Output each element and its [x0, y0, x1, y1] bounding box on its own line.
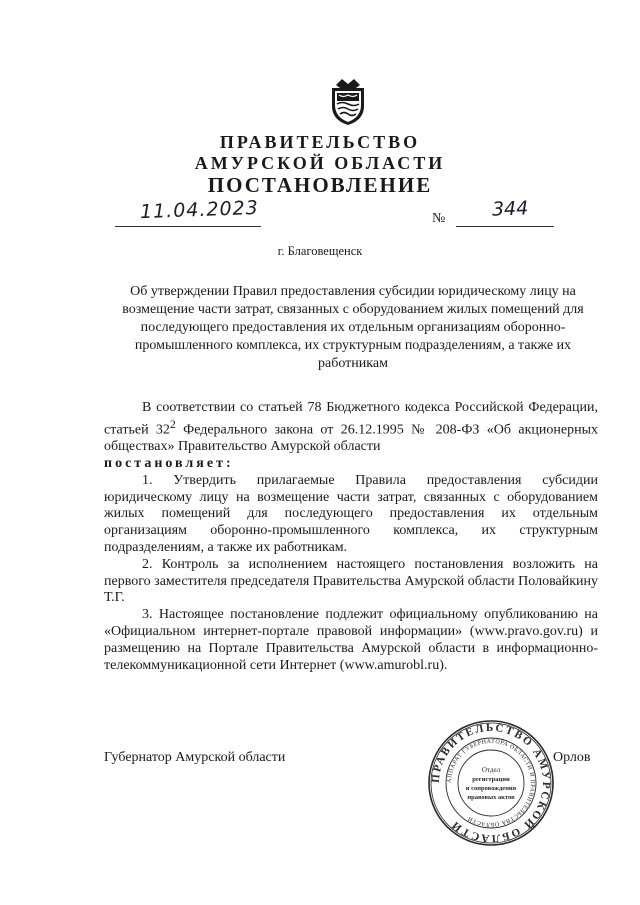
stamp-center-line2: регистрации	[472, 776, 510, 783]
number-underline	[456, 226, 554, 227]
stamp-center-line1: Отдел	[481, 766, 501, 774]
stamp-outer-text: ПРАВИТЕЛЬСТВО АМУРСКОЙ ОБЛАСТИ	[429, 721, 553, 845]
org-name-line2: АМУРСКОЙ ОБЛАСТИ	[194, 153, 446, 173]
number-sign: №	[432, 211, 446, 226]
coat-of-arms-icon	[326, 76, 370, 126]
resolves-word: постановляет:	[104, 456, 234, 472]
signatory-name: Орлов	[553, 750, 591, 765]
document-number: 344	[491, 197, 529, 221]
stamp-center-line4: правовых актов	[467, 794, 515, 801]
intro-superscript: 2	[169, 417, 176, 431]
intro-text-b: Федерального закона от 26.12.1995 № 208-ФЗ «Об акционерных обществах» Правительство Амурской области	[104, 422, 598, 455]
document-type: ПОСТАНОВЛЕНИЕ	[207, 173, 433, 197]
city: г. Благовещенск	[277, 244, 363, 258]
org-name-line1: ПРАВИТЕЛЬСТВО	[219, 132, 421, 152]
document-title: Об утверждении Правил предоставления субсидии юридическому лицу на возмещение части затрат, связанных с оборудованием жилых помещений для последующего предоставления их отдельным организациям оборонно-промышленного комплекса, их структурным подразделениям, а также их работникам	[122, 284, 584, 371]
paragraph-1: 1. Утвердить прилагаемые Правила предоставления субсидии юридическому лицу на возмещение части затрат, связанных с оборудованием жилых помещений для последующего предоставления их отдельным организациям оборонно-промышленного комплекса, их структурным подразделениям, а также их работникам.	[104, 472, 598, 556]
document-date: 11.04.2023	[139, 196, 260, 224]
stamp-center-line3: и сопровождения	[465, 785, 517, 792]
date-underline	[115, 226, 261, 227]
resolves-line	[104, 456, 598, 473]
paragraph-2: 2. Контроль за исполнением настоящего постановления возложить на первого заместителя председателя Правительства Амурской области Половайкину Т.Г.	[104, 556, 598, 606]
official-stamp	[426, 718, 556, 848]
intro-paragraph	[104, 400, 598, 456]
stamp-middle-text: АППАРАТ ГУБЕРНАТОРА ОБЛАСТИ И ПРАВИТЕЛЬСТВА ОБЛАСТИ	[446, 738, 536, 828]
signatory-title: Губернатор Амурской области	[104, 750, 286, 765]
document-body	[104, 400, 598, 674]
intro-text-a: В соответствии со статьей 78 Бюджетного кодекса Российской Федерации, статьей 32	[104, 400, 598, 438]
paragraph-3: 3. Настоящее постановление подлежит официальному опубликованию на «Официальном интернет-портале правовой информации» (www.pravo.gov.ru) и размещению на Портале Правительства Амурской области в информационно-телекоммуникационной сети Интернет (www.amurobl.ru).	[104, 607, 598, 673]
